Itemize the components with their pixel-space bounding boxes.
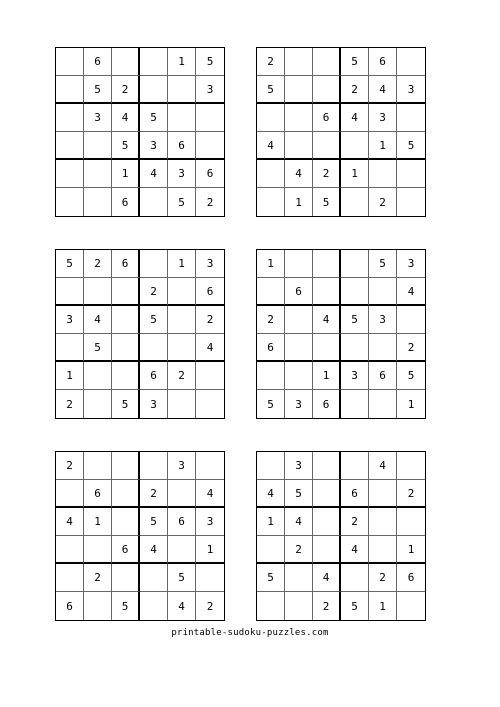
sudoku-cell[interactable]: 2 xyxy=(140,480,168,508)
sudoku-cell[interactable] xyxy=(313,76,341,104)
sudoku-grid-6 xyxy=(256,451,426,621)
sudoku-cell[interactable]: 3 xyxy=(369,104,397,132)
sudoku-cell[interactable]: 1 xyxy=(313,362,341,390)
sudoku-cell[interactable]: 6 xyxy=(112,250,140,278)
sudoku-cell[interactable]: 2 xyxy=(140,278,168,306)
sudoku-cell[interactable]: 1 xyxy=(168,48,196,76)
sudoku-cell[interactable] xyxy=(196,390,224,418)
sudoku-cell[interactable]: 6 xyxy=(397,564,425,592)
sudoku-cell[interactable] xyxy=(313,278,341,306)
sudoku-cell[interactable]: 5 xyxy=(112,132,140,160)
sudoku-cell[interactable]: 3 xyxy=(196,76,224,104)
sudoku-cell[interactable]: 5 xyxy=(257,390,285,418)
sudoku-cell[interactable]: 5 xyxy=(168,188,196,216)
sudoku-cell[interactable] xyxy=(84,160,112,188)
sudoku-cell[interactable] xyxy=(257,362,285,390)
sudoku-cell[interactable] xyxy=(397,592,425,620)
sudoku-cell[interactable] xyxy=(257,188,285,216)
sudoku-cell[interactable] xyxy=(140,452,168,480)
sudoku-cell[interactable] xyxy=(369,536,397,564)
sudoku-cell[interactable]: 6 xyxy=(313,104,341,132)
sudoku-cell[interactable]: 4 xyxy=(140,160,168,188)
sudoku-cell[interactable] xyxy=(168,306,196,334)
sudoku-cell[interactable]: 5 xyxy=(140,508,168,536)
sudoku-cell[interactable] xyxy=(285,306,313,334)
sudoku-cell[interactable] xyxy=(112,334,140,362)
sudoku-cell[interactable]: 4 xyxy=(285,160,313,188)
sudoku-cell[interactable] xyxy=(112,452,140,480)
sudoku-cell[interactable]: 2 xyxy=(369,564,397,592)
sudoku-cell[interactable] xyxy=(56,564,84,592)
sudoku-cell[interactable] xyxy=(341,278,369,306)
sudoku-cell[interactable]: 5 xyxy=(140,104,168,132)
sudoku-cell[interactable] xyxy=(84,592,112,620)
sudoku-cell[interactable]: 3 xyxy=(56,306,84,334)
sudoku-cell[interactable] xyxy=(313,508,341,536)
sudoku-cell[interactable] xyxy=(341,250,369,278)
sudoku-cell[interactable] xyxy=(341,452,369,480)
sudoku-cell[interactable] xyxy=(112,362,140,390)
sudoku-cell[interactable] xyxy=(369,160,397,188)
sudoku-cell[interactable]: 6 xyxy=(257,334,285,362)
sudoku-cell[interactable] xyxy=(397,452,425,480)
sudoku-cell[interactable]: 6 xyxy=(196,278,224,306)
sudoku-cell[interactable]: 2 xyxy=(84,564,112,592)
sudoku-cell[interactable] xyxy=(341,390,369,418)
sudoku-cell[interactable] xyxy=(56,104,84,132)
sudoku-cell[interactable] xyxy=(196,362,224,390)
sudoku-grid-3 xyxy=(55,249,225,419)
sudoku-cell[interactable] xyxy=(168,390,196,418)
sudoku-cell[interactable]: 5 xyxy=(369,250,397,278)
sudoku-cell[interactable]: 6 xyxy=(84,480,112,508)
sudoku-cell[interactable]: 4 xyxy=(112,104,140,132)
sudoku-cell[interactable]: 5 xyxy=(84,334,112,362)
sudoku-cell[interactable] xyxy=(56,536,84,564)
sudoku-cell[interactable]: 2 xyxy=(341,508,369,536)
sudoku-cell[interactable]: 4 xyxy=(369,452,397,480)
footer-site-url: printable-sudoku-puzzles.com xyxy=(171,628,329,638)
sudoku-cell[interactable] xyxy=(84,188,112,216)
sudoku-cell[interactable]: 1 xyxy=(341,160,369,188)
sudoku-cell[interactable]: 2 xyxy=(257,48,285,76)
sudoku-cell[interactable] xyxy=(112,48,140,76)
sudoku-cell[interactable] xyxy=(84,132,112,160)
sudoku-cell[interactable]: 5 xyxy=(341,306,369,334)
sudoku-cell[interactable] xyxy=(56,48,84,76)
sudoku-cell[interactable]: 6 xyxy=(168,132,196,160)
sudoku-cell[interactable] xyxy=(84,278,112,306)
sudoku-cell[interactable]: 5 xyxy=(397,132,425,160)
sudoku-cell[interactable]: 1 xyxy=(84,508,112,536)
sudoku-cell[interactable] xyxy=(285,250,313,278)
sudoku-cell[interactable] xyxy=(112,564,140,592)
sudoku-cell[interactable]: 6 xyxy=(196,160,224,188)
sudoku-cell[interactable]: 5 xyxy=(257,76,285,104)
sudoku-cell[interactable]: 6 xyxy=(112,536,140,564)
sudoku-cell[interactable]: 5 xyxy=(84,76,112,104)
sudoku-cell[interactable] xyxy=(397,306,425,334)
sudoku-cell[interactable] xyxy=(369,334,397,362)
sudoku-cell[interactable] xyxy=(140,592,168,620)
sudoku-cell[interactable]: 4 xyxy=(397,278,425,306)
sudoku-cell[interactable]: 1 xyxy=(369,592,397,620)
sudoku-cell[interactable]: 3 xyxy=(397,76,425,104)
sudoku-cell[interactable]: 2 xyxy=(285,536,313,564)
sudoku-cell[interactable] xyxy=(285,76,313,104)
sudoku-cell[interactable] xyxy=(257,160,285,188)
sudoku-cell[interactable]: 4 xyxy=(313,564,341,592)
sudoku-cell[interactable]: 3 xyxy=(341,362,369,390)
sudoku-cell[interactable] xyxy=(168,278,196,306)
sudoku-cell[interactable] xyxy=(168,334,196,362)
sudoku-cell[interactable] xyxy=(56,188,84,216)
sudoku-cell[interactable]: 2 xyxy=(196,306,224,334)
sudoku-cell[interactable] xyxy=(285,334,313,362)
sudoku-cell[interactable] xyxy=(56,160,84,188)
sudoku-cell[interactable]: 2 xyxy=(369,188,397,216)
sudoku-cell[interactable] xyxy=(285,592,313,620)
sudoku-cell[interactable] xyxy=(140,188,168,216)
sudoku-grid-4 xyxy=(256,249,426,419)
sudoku-cell[interactable] xyxy=(56,480,84,508)
sudoku-cell[interactable]: 1 xyxy=(168,250,196,278)
sudoku-cell[interactable]: 4 xyxy=(140,536,168,564)
sudoku-cell[interactable]: 1 xyxy=(257,250,285,278)
sudoku-cell[interactable]: 2 xyxy=(84,250,112,278)
sudoku-cell[interactable]: 2 xyxy=(168,362,196,390)
sudoku-cell[interactable] xyxy=(257,104,285,132)
sudoku-cell[interactable] xyxy=(313,250,341,278)
sudoku-cell[interactable]: 5 xyxy=(341,592,369,620)
sudoku-cell[interactable] xyxy=(313,452,341,480)
sudoku-cell[interactable] xyxy=(285,564,313,592)
sudoku-cell[interactable] xyxy=(369,480,397,508)
sudoku-cell[interactable] xyxy=(369,508,397,536)
sudoku-cell[interactable]: 4 xyxy=(84,306,112,334)
sudoku-cell[interactable] xyxy=(397,48,425,76)
sudoku-cell[interactable] xyxy=(285,362,313,390)
sudoku-cell[interactable] xyxy=(285,132,313,160)
sudoku-cell[interactable]: 5 xyxy=(112,592,140,620)
sudoku-cell[interactable] xyxy=(56,76,84,104)
sudoku-cell[interactable]: 4 xyxy=(313,306,341,334)
sudoku-cell[interactable]: 4 xyxy=(257,480,285,508)
sudoku-cell[interactable]: 5 xyxy=(112,390,140,418)
sudoku-cell[interactable] xyxy=(140,564,168,592)
sudoku-cell[interactable]: 2 xyxy=(206,599,214,613)
sudoku-cell[interactable]: 2 xyxy=(397,480,425,508)
sudoku-cell[interactable]: 5 xyxy=(196,48,224,76)
sudoku-cell[interactable] xyxy=(285,104,313,132)
sudoku-cell[interactable]: 2 xyxy=(112,76,140,104)
sudoku-cell[interactable]: 2 xyxy=(257,306,285,334)
sudoku-cell[interactable]: 4 xyxy=(285,508,313,536)
sudoku-cell[interactable] xyxy=(56,278,84,306)
sudoku-cell[interactable]: 5 xyxy=(257,564,285,592)
sudoku-cell[interactable]: 5 xyxy=(313,188,341,216)
sudoku-cell[interactable] xyxy=(112,278,140,306)
sudoku-cell[interactable]: 1 xyxy=(257,508,285,536)
sudoku-cell[interactable] xyxy=(196,132,224,160)
sudoku-cell[interactable] xyxy=(397,104,425,132)
sudoku-cell[interactable] xyxy=(341,564,369,592)
sudoku-cell[interactable]: 2 xyxy=(206,195,214,209)
sudoku-cell[interactable] xyxy=(397,188,425,216)
sudoku-cell[interactable]: 1 xyxy=(397,536,425,564)
sudoku-cell[interactable]: 4 xyxy=(341,536,369,564)
sudoku-cell[interactable]: 6 xyxy=(140,362,168,390)
sudoku-cell[interactable] xyxy=(140,334,168,362)
sudoku-grid-5 xyxy=(55,451,225,621)
sudoku-cell[interactable]: 6 xyxy=(369,362,397,390)
sudoku-cell[interactable]: 2 xyxy=(56,390,84,418)
sudoku-cell[interactable] xyxy=(369,390,397,418)
sudoku-cell[interactable] xyxy=(397,508,425,536)
sudoku-cell[interactable]: 6 xyxy=(84,48,112,76)
sudoku-cell[interactable]: 3 xyxy=(196,508,224,536)
sudoku-cell[interactable]: 2 xyxy=(313,160,341,188)
sudoku-cell[interactable]: 4 xyxy=(369,76,397,104)
sudoku-cell[interactable] xyxy=(313,480,341,508)
sudoku-cell[interactable] xyxy=(285,48,313,76)
sudoku-cell[interactable] xyxy=(168,480,196,508)
sudoku-cell[interactable]: 3 xyxy=(140,390,168,418)
sudoku-cell[interactable] xyxy=(313,132,341,160)
sudoku-cell[interactable]: 5 xyxy=(140,306,168,334)
sudoku-cell[interactable]: 4 xyxy=(56,508,84,536)
sudoku-cell[interactable]: 3 xyxy=(285,390,313,418)
sudoku-cell[interactable]: 4 xyxy=(257,132,285,160)
sudoku-cell[interactable] xyxy=(84,536,112,564)
sudoku-cell[interactable] xyxy=(112,508,140,536)
sudoku-cell[interactable] xyxy=(341,334,369,362)
sudoku-cell[interactable] xyxy=(257,278,285,306)
sudoku-cell[interactable] xyxy=(313,48,341,76)
sudoku-cell[interactable]: 6 xyxy=(369,48,397,76)
sudoku-cell[interactable]: 2 xyxy=(313,592,341,620)
sudoku-cell[interactable]: 3 xyxy=(168,452,196,480)
sudoku-cell[interactable]: 4 xyxy=(196,334,224,362)
sudoku-cell[interactable]: 3 xyxy=(84,104,112,132)
sudoku-cell[interactable]: 1 xyxy=(285,188,313,216)
sudoku-cell[interactable] xyxy=(56,132,84,160)
sudoku-cell[interactable]: 5 xyxy=(56,250,84,278)
sudoku-cell[interactable] xyxy=(257,536,285,564)
sudoku-cell[interactable] xyxy=(196,104,224,132)
sudoku-cell[interactable] xyxy=(313,536,341,564)
sudoku-cell[interactable]: 6 xyxy=(56,592,84,620)
sudoku-cell[interactable]: 4 xyxy=(196,480,224,508)
sudoku-cell[interactable]: 5 xyxy=(168,564,196,592)
sudoku-cell[interactable]: 4 xyxy=(341,104,369,132)
sudoku-cell[interactable]: 4 xyxy=(168,592,196,620)
sudoku-cell[interactable] xyxy=(140,48,168,76)
sudoku-cell[interactable] xyxy=(196,452,224,480)
sudoku-cell[interactable]: 2 xyxy=(341,76,369,104)
sudoku-cell[interactable]: 1 xyxy=(407,397,415,411)
sudoku-cell[interactable]: 3 xyxy=(369,306,397,334)
sudoku-cell[interactable] xyxy=(168,76,196,104)
sudoku-cell[interactable]: 5 xyxy=(397,362,425,390)
sudoku-cell[interactable] xyxy=(84,390,112,418)
sudoku-grid-2 xyxy=(256,47,426,217)
sudoku-cell[interactable] xyxy=(140,250,168,278)
sudoku-cell[interactable] xyxy=(56,334,84,362)
sudoku-cell[interactable]: 6 xyxy=(168,508,196,536)
sudoku-cell[interactable] xyxy=(341,132,369,160)
sudoku-cell[interactable] xyxy=(369,278,397,306)
sudoku-cell[interactable]: 6 xyxy=(313,390,341,418)
sudoku-cell[interactable]: 3 xyxy=(168,160,196,188)
sudoku-cell[interactable] xyxy=(140,76,168,104)
sudoku-cell[interactable]: 3 xyxy=(196,250,224,278)
sudoku-cell[interactable]: 6 xyxy=(285,278,313,306)
sudoku-grid-1 xyxy=(55,47,225,217)
sudoku-cell[interactable] xyxy=(341,188,369,216)
sudoku-cell[interactable]: 1 xyxy=(196,536,224,564)
sudoku-cell[interactable] xyxy=(257,452,285,480)
sudoku-cell[interactable]: 3 xyxy=(285,452,313,480)
sudoku-cell[interactable] xyxy=(84,452,112,480)
sudoku-cell[interactable] xyxy=(112,480,140,508)
sudoku-cell[interactable]: 6 xyxy=(112,188,140,216)
sudoku-cell[interactable] xyxy=(257,592,285,620)
sudoku-cell[interactable]: 5 xyxy=(285,480,313,508)
sudoku-cell[interactable] xyxy=(313,334,341,362)
sudoku-cell[interactable]: 3 xyxy=(397,250,425,278)
sudoku-cell[interactable] xyxy=(397,160,425,188)
sudoku-cell[interactable] xyxy=(84,362,112,390)
sudoku-cell[interactable]: 1 xyxy=(112,160,140,188)
sudoku-cell[interactable]: 1 xyxy=(56,362,84,390)
sudoku-cell[interactable]: 6 xyxy=(341,480,369,508)
sudoku-cell[interactable]: 2 xyxy=(56,452,84,480)
sudoku-cell[interactable]: 1 xyxy=(369,132,397,160)
sudoku-cell[interactable]: 5 xyxy=(341,48,369,76)
sudoku-cell[interactable]: 3 xyxy=(140,132,168,160)
sudoku-cell[interactable] xyxy=(112,306,140,334)
sudoku-cell[interactable]: 2 xyxy=(397,334,425,362)
sudoku-cell[interactable] xyxy=(168,104,196,132)
sudoku-cell[interactable] xyxy=(168,536,196,564)
sudoku-cell[interactable] xyxy=(196,564,224,592)
